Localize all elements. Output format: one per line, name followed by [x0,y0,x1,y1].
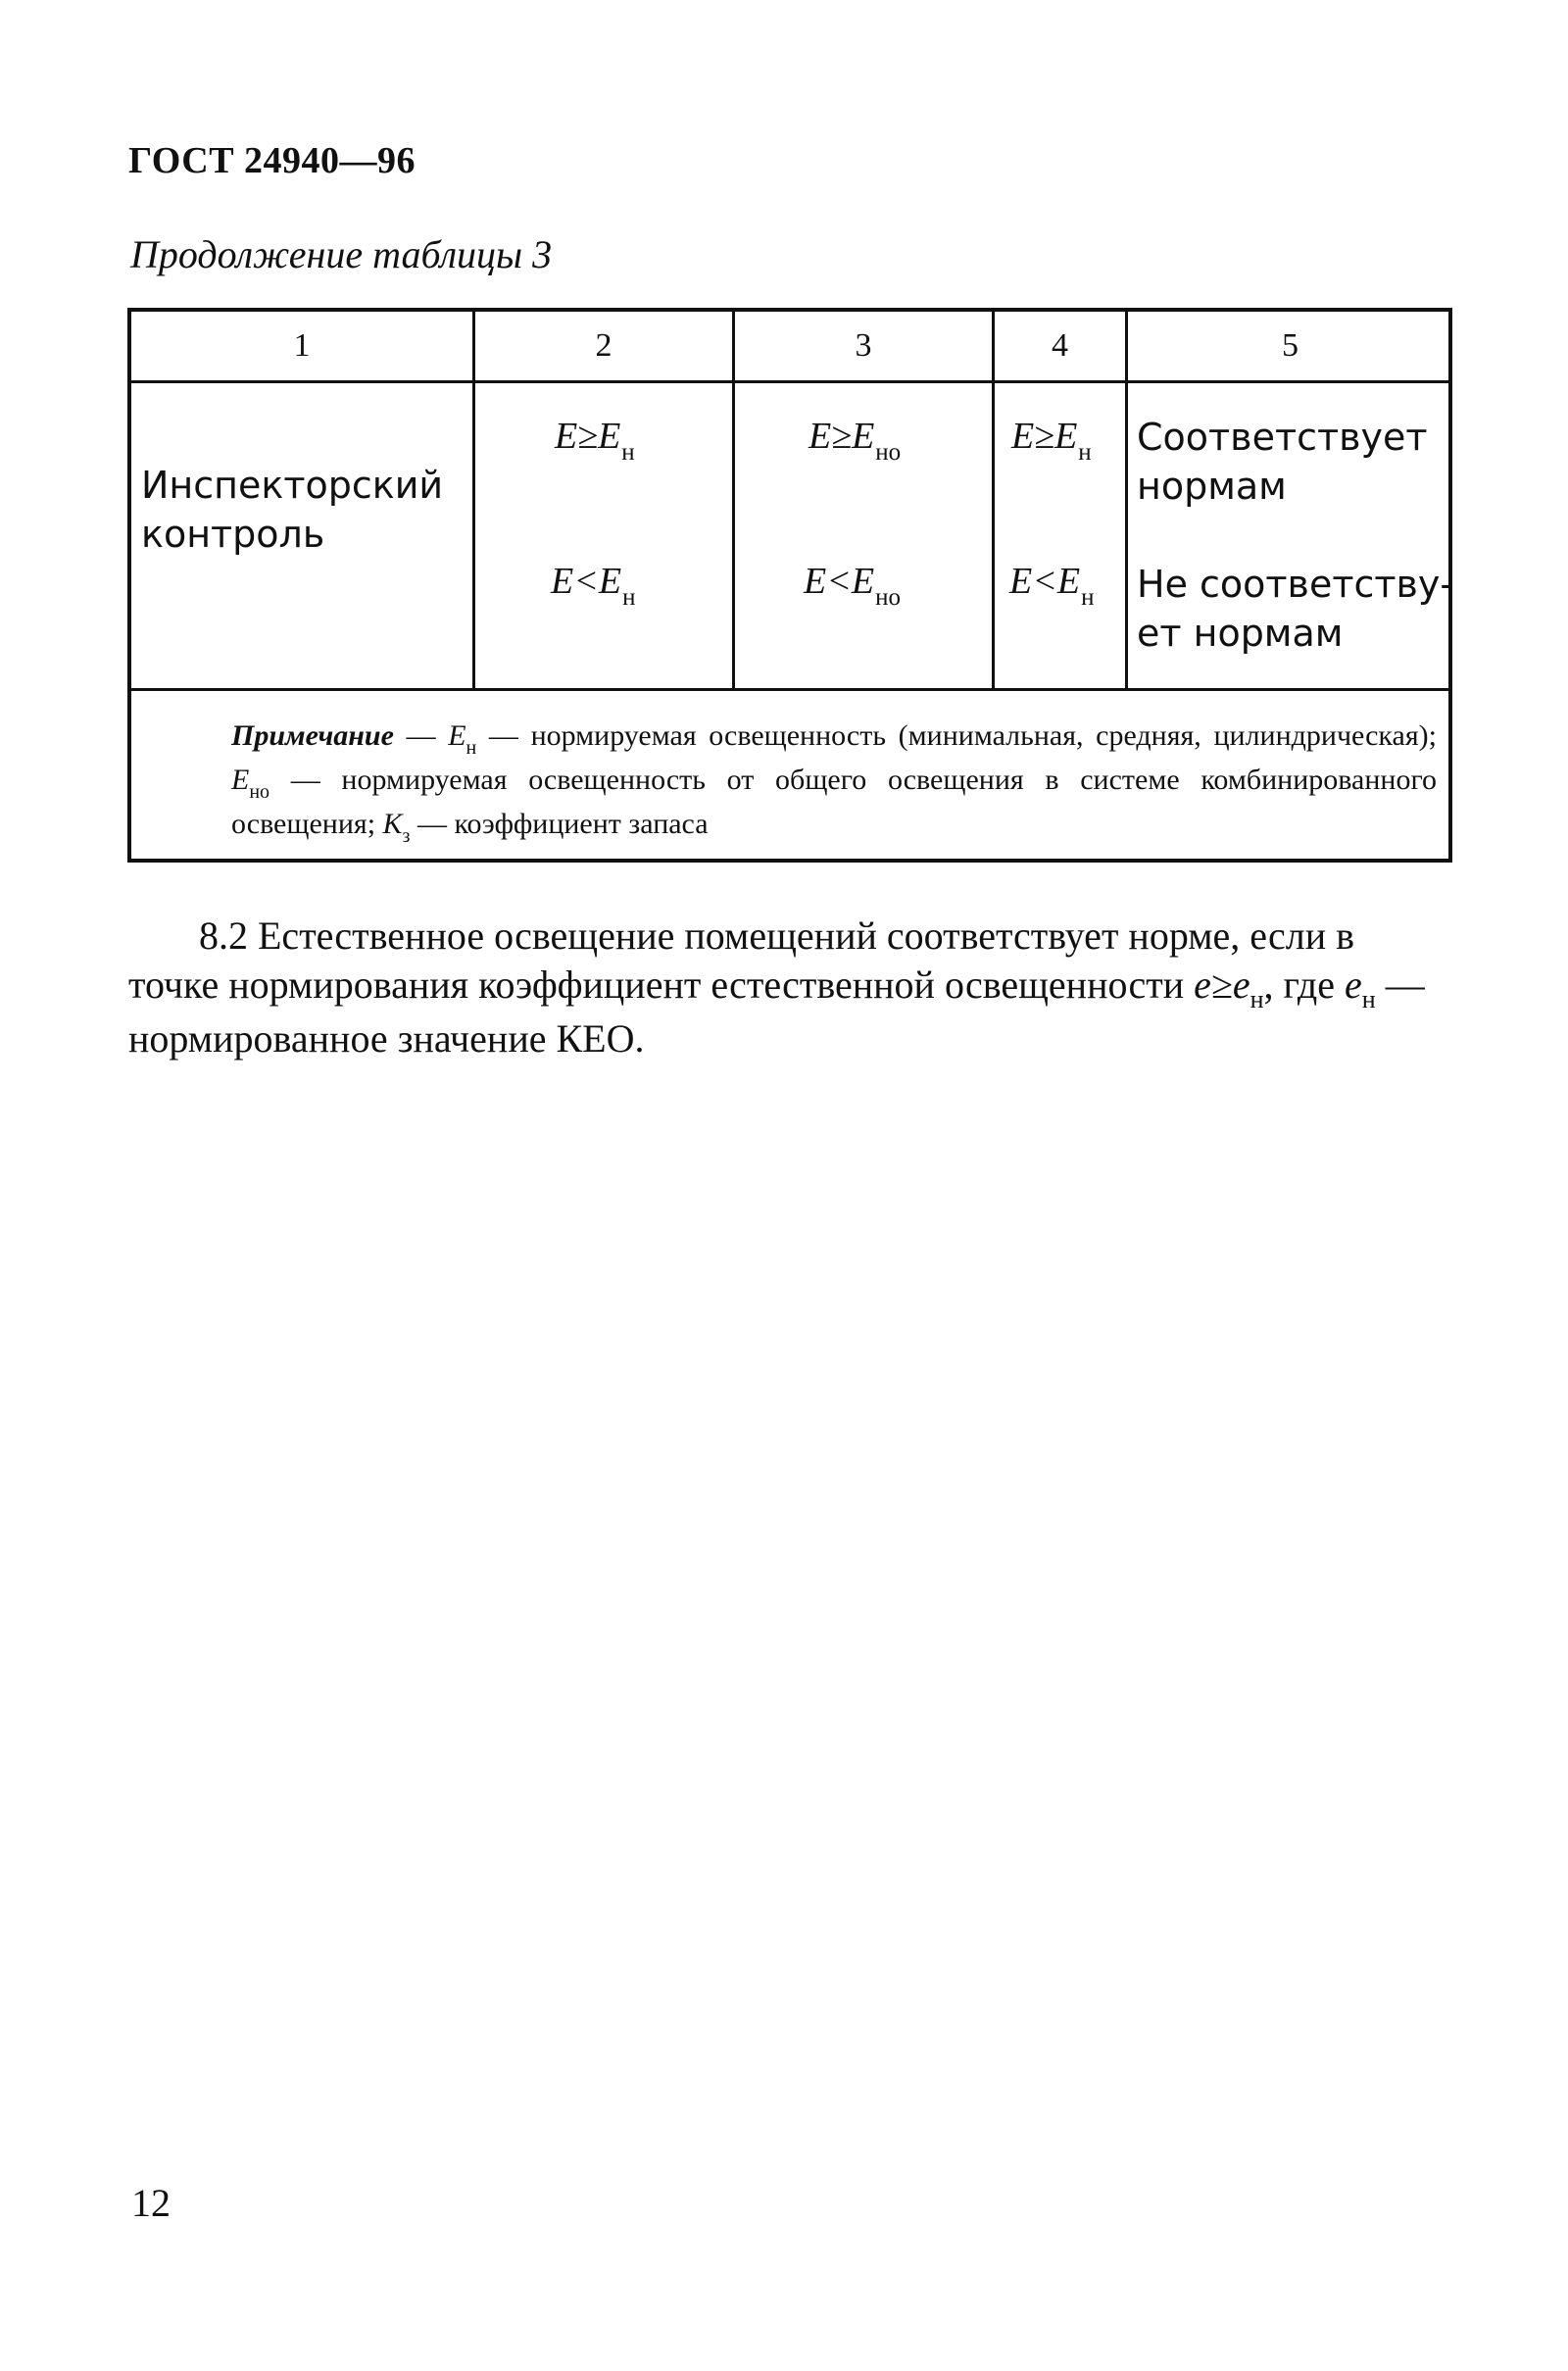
table-caption: Продолжение таблицы 3 [130,232,553,276]
col3-compliant-formula: $E\ge E_{но}$ [808,416,902,466]
column-header-1: 1 [293,327,311,364]
column-header-4: 4 [1052,327,1068,364]
column-header-2: 2 [595,327,612,364]
result-noncompliant-line2: ет нормам [1137,612,1344,655]
table-note: Примечание — $E_н$ — нормируемая освещенность (минимальная, средняя, цилиндрическая); $E_{но}$ — нормируемая освещенность от общего освещения в системе комбинированного освещения; $K_з$ — коэффициент запаса [231,719,1437,847]
column-header-3: 3 [855,327,872,364]
document-code: ГОСТ 24940—96 [128,140,416,181]
column-header-5: 5 [1282,327,1298,364]
col2-compliant-formula: $E\ge E_н$ [555,416,635,466]
page-number: 12 [131,2181,171,2225]
section-8-2-paragraph: 8.2 Естественное освещение помещений соответствует норме, если в точке нормирования коэффициент естественной освещенности $e\ge e_н$, где $e_н$ — нормированное значение КЕО. [128,914,1425,1061]
note-label: Примечание [231,719,394,752]
col4-compliant-formula: $E\ge E_н$ [1011,416,1092,466]
control-type-line1: Инспекторский [141,464,444,507]
result-compliant-line2: нормам [1137,465,1287,508]
col4-noncompliant-formula: $E<E_н$ [1009,561,1095,611]
table-3-continuation [127,308,1452,863]
col2-noncompliant-formula: $E<E_н$ [551,561,636,611]
col3-noncompliant-formula: $E<E_{но}$ [804,561,901,611]
result-compliant-line1: Соответствует [1137,416,1428,459]
note-row-divider [131,688,1448,691]
header-row-divider [131,380,1448,383]
control-type-line2: контроль [141,513,325,556]
result-noncompliant-line1: Не соответству- [1137,563,1454,606]
